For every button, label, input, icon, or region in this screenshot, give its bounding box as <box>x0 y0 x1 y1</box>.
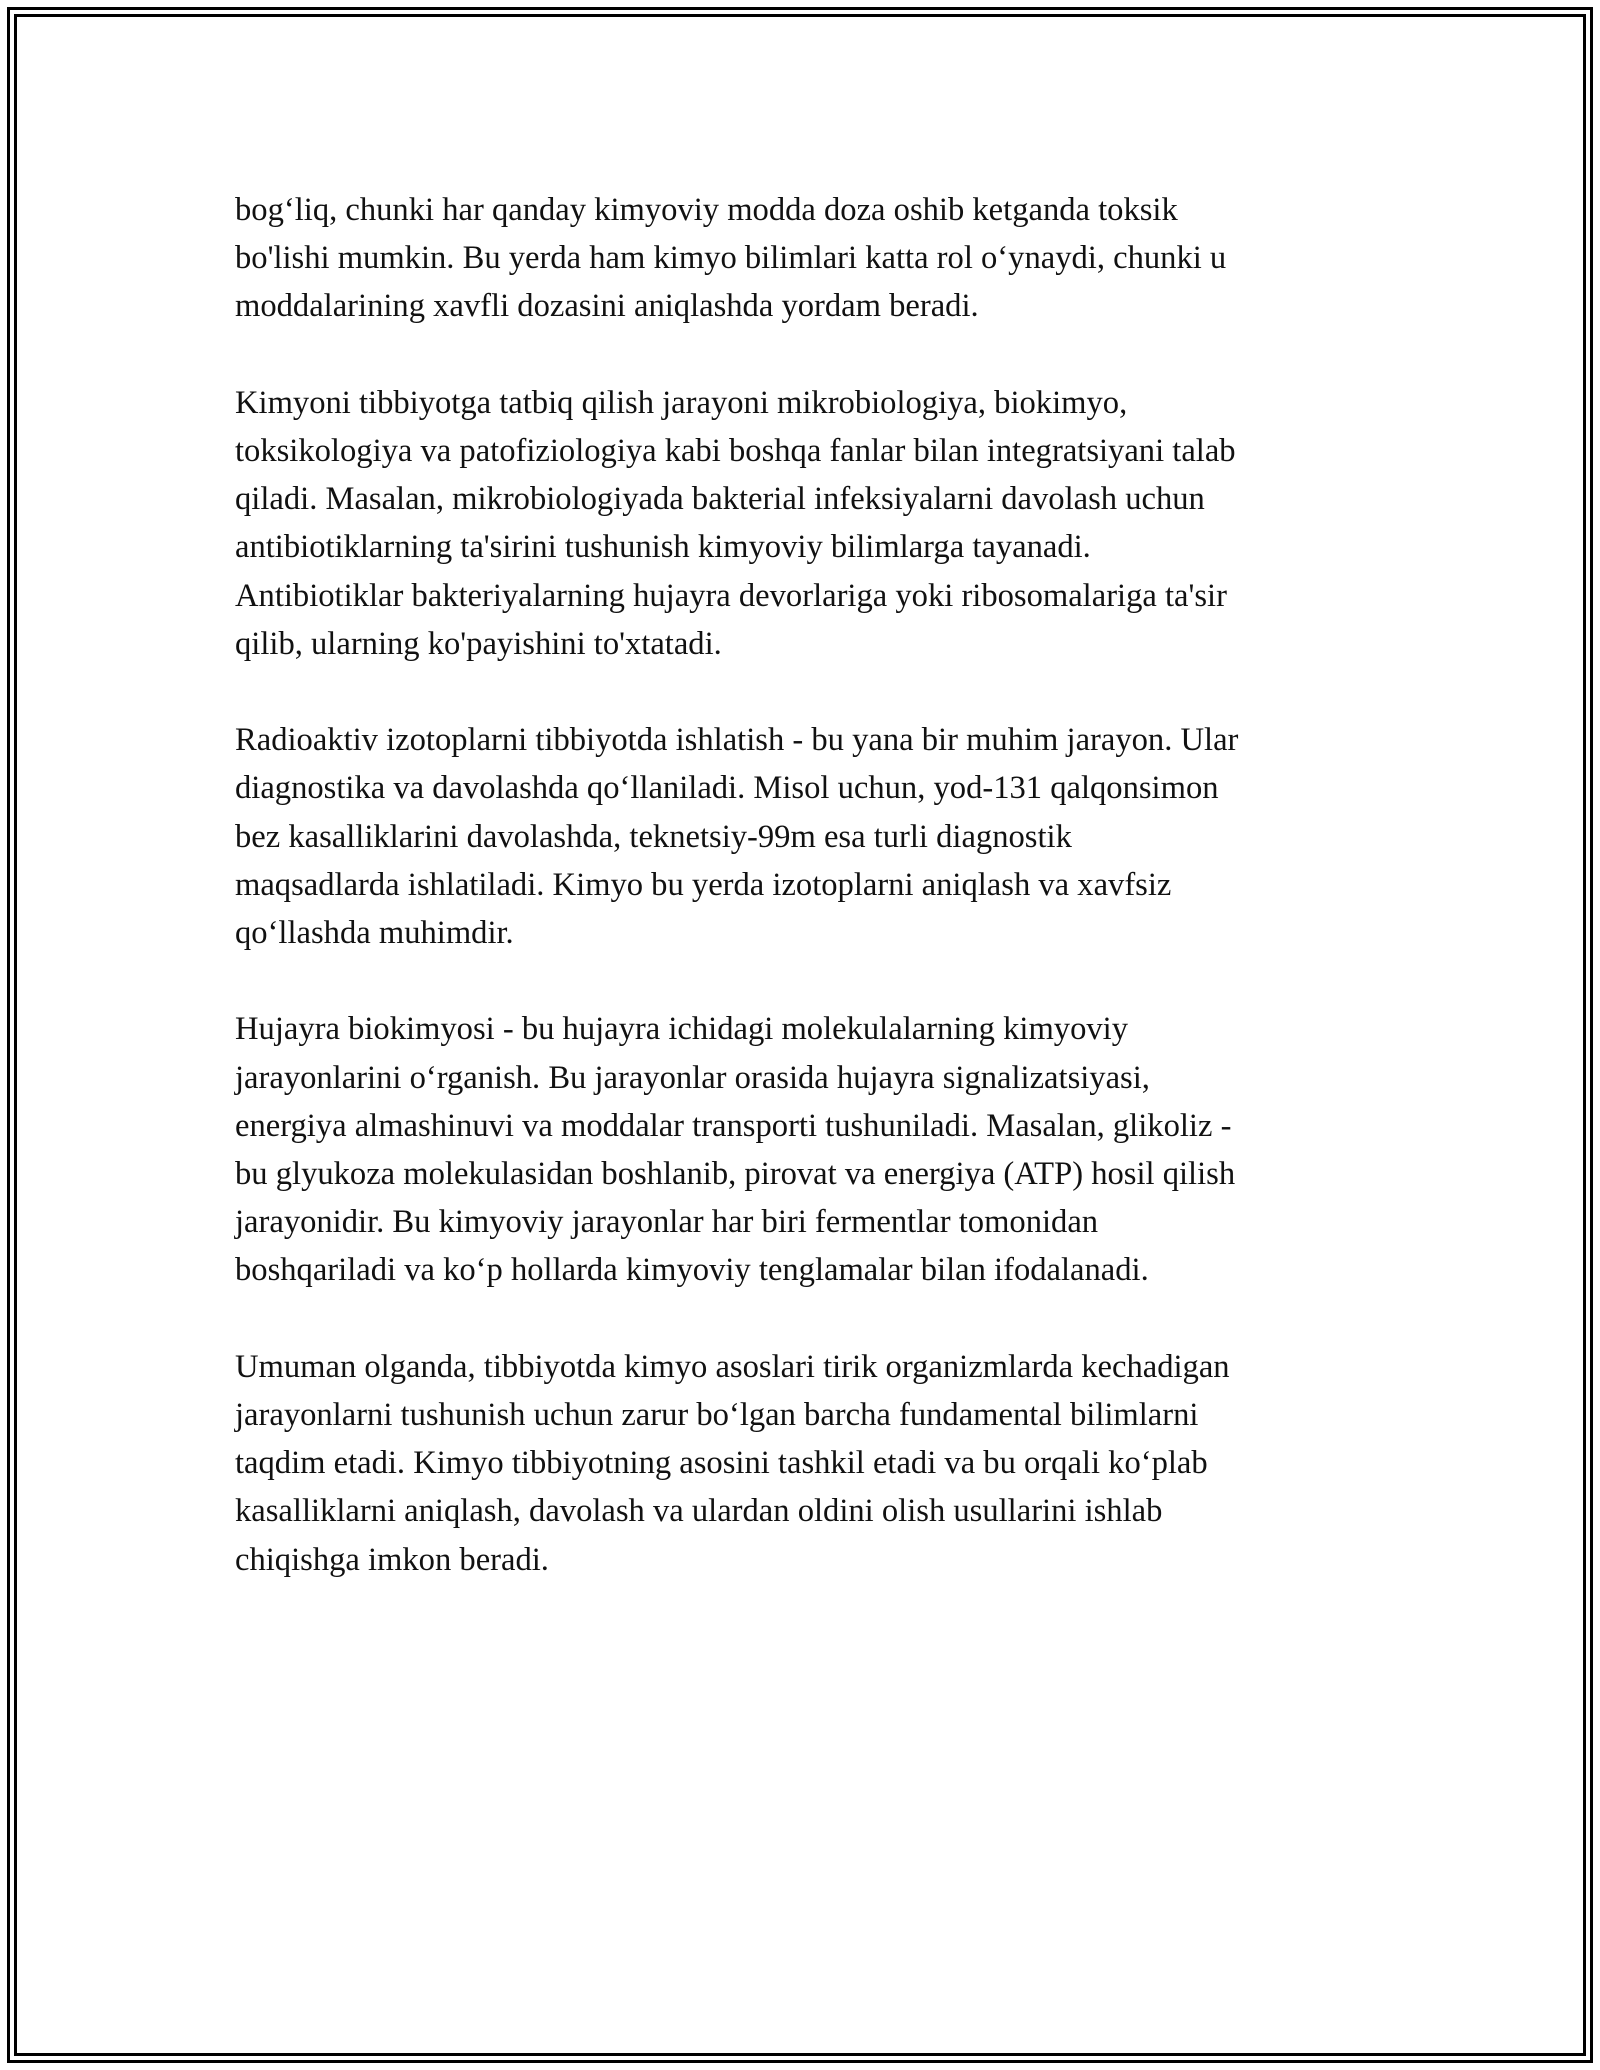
paragraph <box>235 186 1380 331</box>
text-line: Kimyoni tibbiyotga tatbiq qilish jarayoni mikrobiologiya, biokimyo, <box>235 384 1128 421</box>
text-line: qiladi. Masalan, mikrobiologiyada bakterial infeksiyalarni davolash uchun <box>235 481 1205 518</box>
text-line: boshqariladi va ko‘p hollarda kimyoviy tenglamalar bilan ifodalanadi. <box>235 1252 1149 1289</box>
text-line: jarayonidir. Bu kimyoviy jarayonlar har biri fermentlar tomonidan <box>235 1204 1099 1241</box>
text-line: qilib, ularning ko'payishini to'xtatadi. <box>235 625 722 662</box>
text-line: diagnostika va davolashda qo‘llaniladi. Misol uchun, yod-131 qalqonsimon <box>235 770 1219 807</box>
text-line: qo‘llashda muhimdir. <box>235 915 514 952</box>
text-line: bog‘liq, chunki har qanday kimyoviy modda doza oshib ketganda toksik <box>235 192 1178 228</box>
document-body <box>235 186 1380 1632</box>
text-line: bez kasalliklarini davolashda, teknetsiy-99m esa turli diagnostik <box>235 818 1072 855</box>
paragraph <box>235 1343 1380 1584</box>
text-line: toksikologiya va patofiziologiya kabi boshqa fanlar bilan integratsiyani talab <box>235 433 1236 469</box>
text-line: Umuman olganda, tibbiyotda kimyo asoslari tirik organizmlarda kechadigan <box>235 1348 1230 1385</box>
text-line: Antibiotiklar bakteriyalarning hujayra devorlariga yoki ribosomalariga ta'sir <box>235 577 1227 614</box>
text-line: maqsadlarda ishlatiladi. Kimyo bu yerda izotoplarni aniqlash va xavfsiz <box>235 866 1172 903</box>
text-line: Hujayra biokimyosi - bu hujayra ichidagi molekulalarning kimyoviy <box>235 1011 1129 1048</box>
text-line: chiqishga imkon beradi. <box>235 1541 549 1578</box>
text-line: jarayonlarini o‘rganish. Bu jarayonlar orasida hujayra signalizatsiyasi, <box>235 1059 1150 1096</box>
paragraph <box>235 716 1380 957</box>
text-line: jarayonlarni tushunish uchun zarur bo‘lgan barcha fundamental bilimlarni <box>235 1397 1199 1434</box>
text-line: energiya almashinuvi va moddalar transporti tushuniladi. Masalan, glikoliz - <box>235 1107 1232 1144</box>
text-line: moddalarining xavfli dozasini aniqlashda yordam beradi. <box>235 288 979 325</box>
text-line: bu glyukoza molekulasidan boshlanib, pirovat va energiya (ATP) hosil qilish <box>235 1156 1236 1193</box>
text-line: antibiotiklarning ta'sirini tushunish kimyoviy bilimlarga tayanadi. <box>235 529 1091 566</box>
paragraph <box>235 1005 1380 1294</box>
text-line: taqdim etadi. Kimyo tibbiyotning asosini tashkil etadi va bu orqali ko‘plab <box>235 1445 1208 1482</box>
text-line: kasalliklarni aniqlash, davolash va ulardan oldini olish usullarini ishlab <box>235 1493 1163 1530</box>
text-line: bo'lishi mumkin. Bu yerda ham kimyo bilimlari katta rol o‘ynaydi, chunki u <box>235 240 1227 277</box>
text-line: Radioaktiv izotoplarni tibbiyotda ishlatish - bu yana bir muhim jarayon. Ular <box>235 722 1239 759</box>
paragraph <box>235 379 1380 668</box>
